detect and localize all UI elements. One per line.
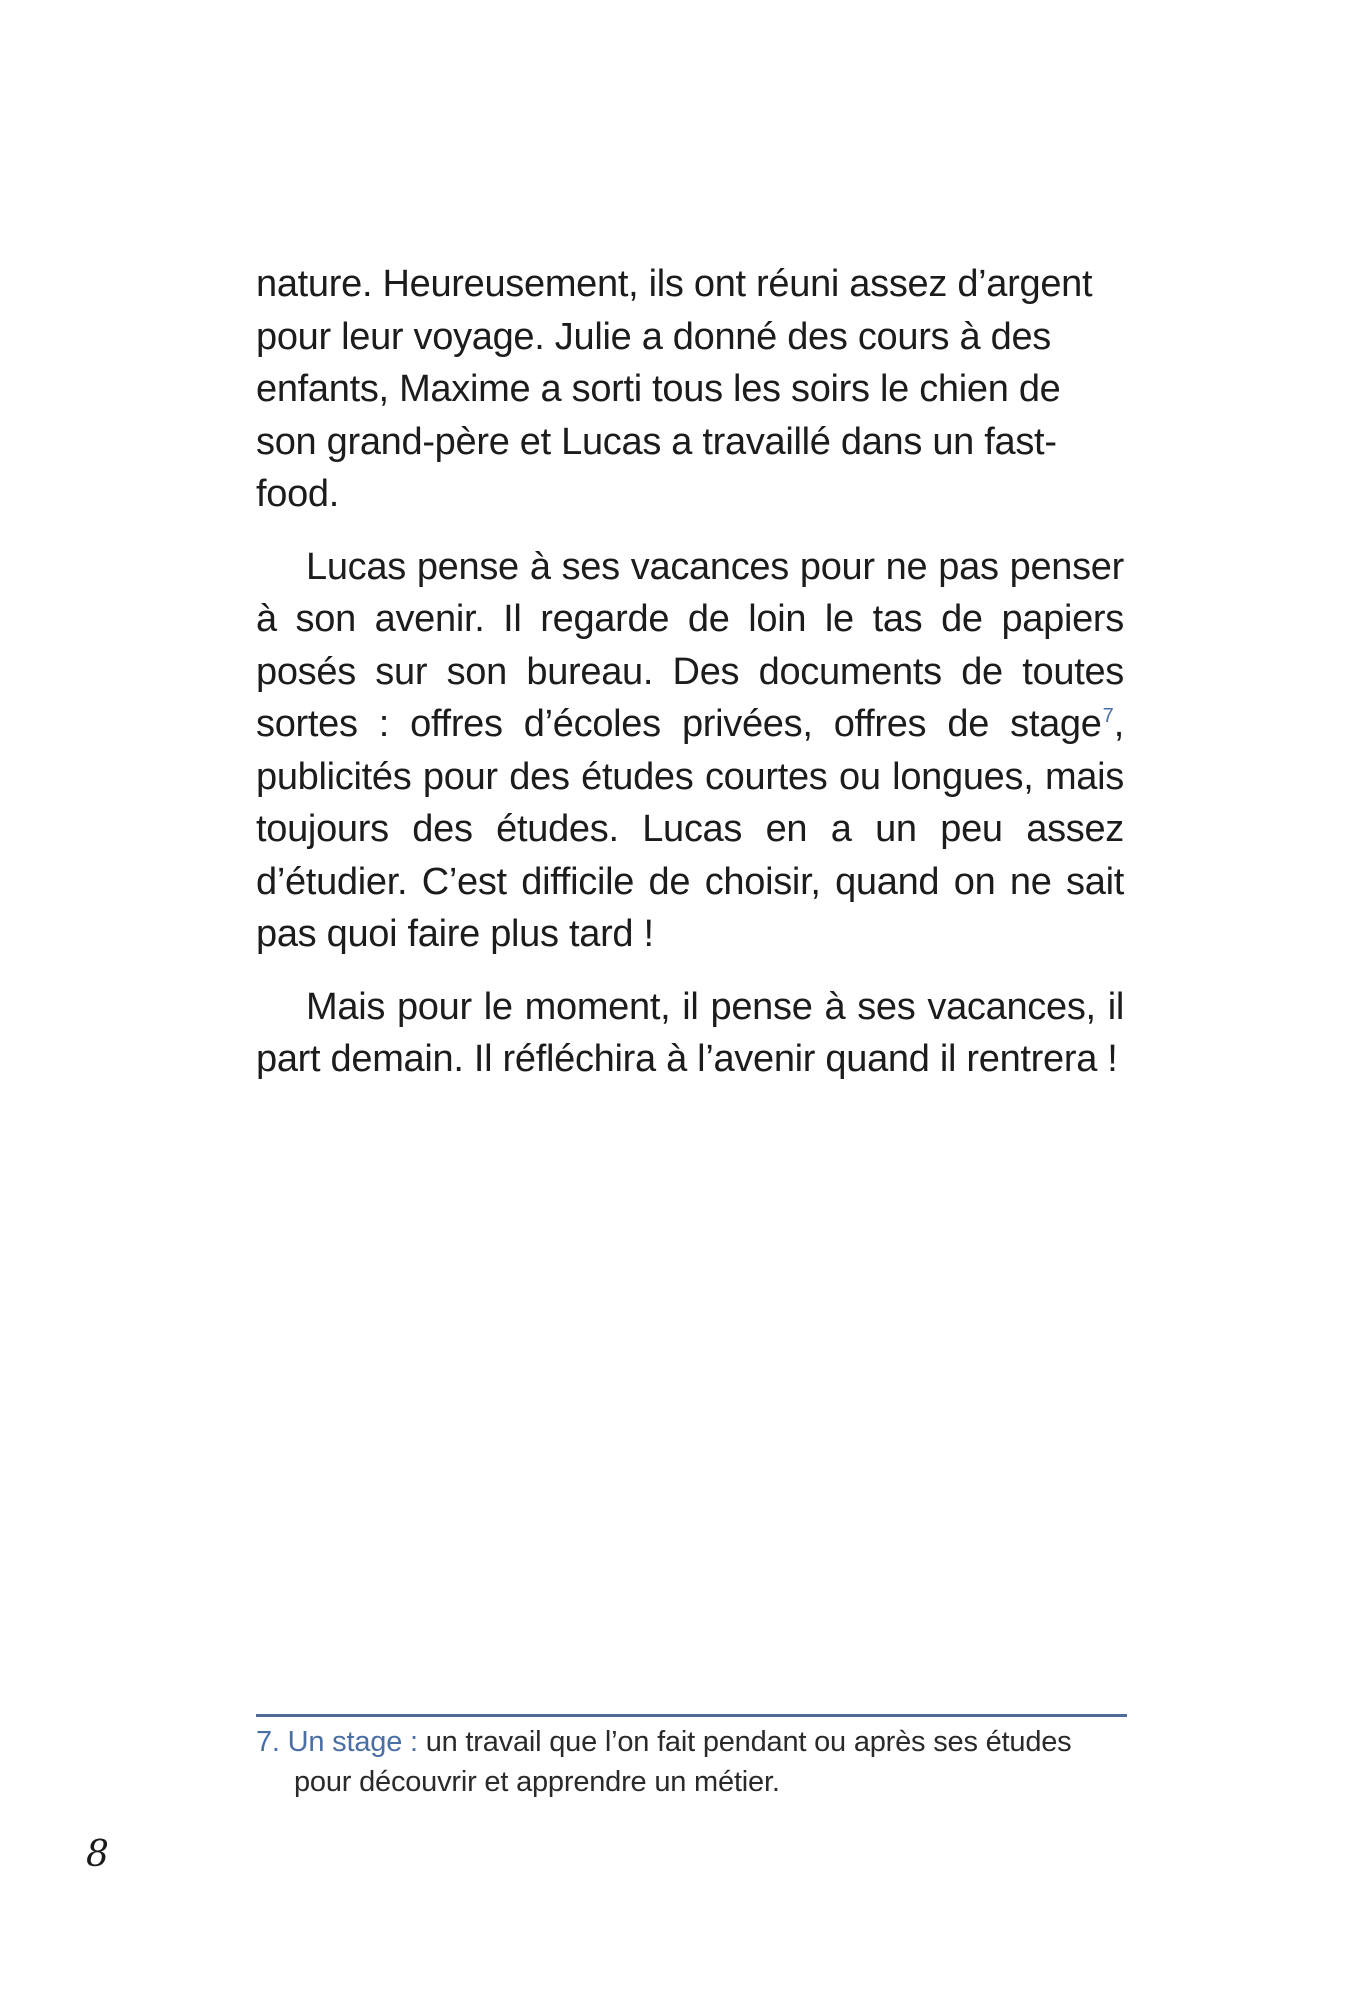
- body-text: [256, 258, 1124, 1086]
- footnote-divider: [256, 1714, 1127, 1717]
- paragraph-1: [256, 258, 1124, 521]
- page-number: 8: [86, 1834, 109, 1875]
- footnote: [256, 1722, 1127, 1802]
- footnote-number: 7.: [256, 1726, 280, 1758]
- paragraph-3: [256, 981, 1124, 1086]
- paragraph-2-text-after-ref: , publicités pour des études courtes ou longues, mais toujours des études. Lucas en a un peu assez d’étudier. C’est difficile de choisir, quand on ne sait pas quoi faire plus tard !: [256, 703, 1124, 955]
- footnote-definition-line-2: pour découvrir et apprendre un métier.: [294, 1766, 780, 1798]
- footnote-reference-7[interactable]: 7: [1102, 705, 1114, 728]
- paragraph-2: [256, 541, 1124, 961]
- paragraph-2-text-before-ref: Lucas pense à ses vacances pour ne pas penser à son avenir. Il regarde de loin le tas de papiers posés sur son bureau. Des documents de toutes sortes : offres d’écoles privées, offres de stage: [256, 545, 1124, 745]
- footnote-term: Un stage :: [287, 1726, 418, 1758]
- paragraph-1-text: nature. Heureusement, ils ont réuni assez d’argent pour leur voyage. Julie a donné des cours à des enfants, Maxime a sorti tous les soirs le chien de son grand-père et Lucas a travaillé dans un fast-food.: [256, 263, 1093, 515]
- footnote-definition-line-1: un travail que l’on fait pendant ou après ses études: [425, 1726, 1072, 1758]
- paragraph-3-text: Mais pour le moment, il pense à ses vacances, il part demain. Il réfléchira à l’avenir quand il rentrera !: [256, 985, 1124, 1080]
